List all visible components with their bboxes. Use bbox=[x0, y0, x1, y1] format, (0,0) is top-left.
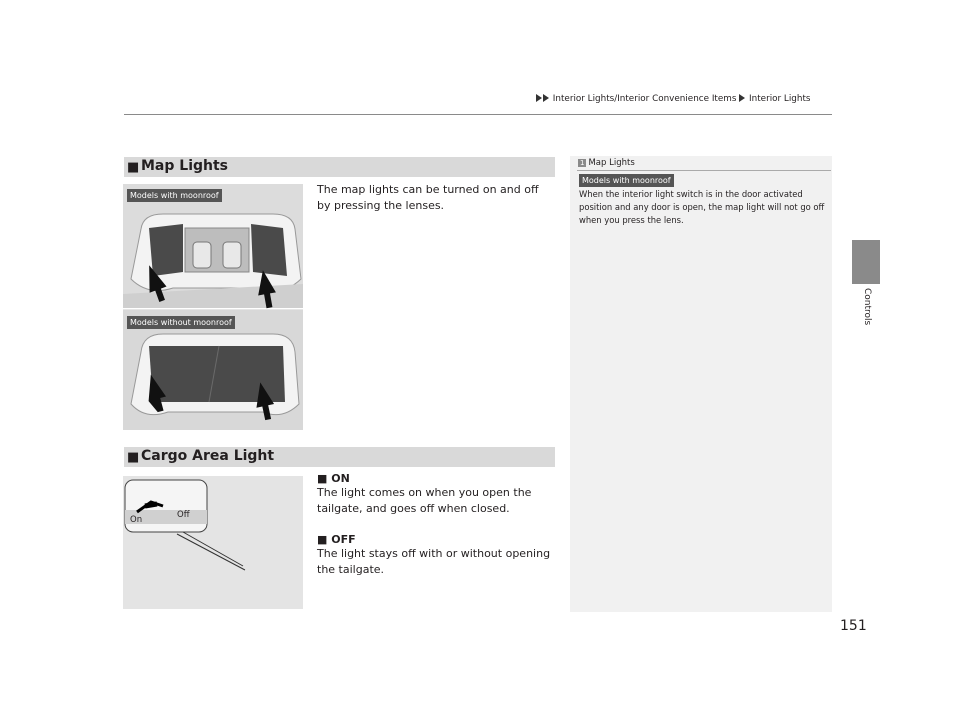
cargo-on-heading: ON bbox=[331, 472, 350, 485]
side-tab bbox=[852, 240, 880, 284]
breadcrumb bbox=[536, 94, 810, 104]
cargo-item-heading bbox=[317, 472, 555, 485]
cargo-switch-on-label: On bbox=[130, 515, 143, 525]
triangle-icon bbox=[543, 94, 549, 102]
section-header-map-lights bbox=[124, 157, 555, 177]
map-lights-illustration bbox=[123, 184, 303, 430]
header-divider bbox=[124, 114, 832, 115]
cargo-light-drawing bbox=[123, 476, 303, 609]
note-text: When the interior light switch is in the door activated position and any door is open, the map light will not go off when you press the lens. bbox=[579, 189, 825, 225]
bullet-marker: ■ bbox=[317, 472, 328, 485]
cargo-switch-off-label: Off bbox=[177, 510, 190, 520]
cargo-off-text: The light stays off with or without opening the tailgate. bbox=[317, 547, 551, 576]
section-marker: ■ bbox=[127, 160, 140, 175]
bullet-marker: ■ bbox=[317, 533, 328, 546]
image-tag-with-moonroof: Models with moonroof bbox=[127, 189, 222, 202]
side-tab-label: Controls bbox=[862, 288, 872, 326]
cargo-on-text: The light comes on when you open the tailgate, and goes off when closed. bbox=[317, 486, 532, 515]
note-title bbox=[578, 158, 635, 168]
note-divider bbox=[577, 170, 831, 171]
section-marker: ■ bbox=[127, 450, 140, 465]
cargo-item-off bbox=[317, 533, 555, 578]
cargo-light-illustration bbox=[123, 476, 303, 609]
note-tag: Models with moonroof bbox=[579, 174, 674, 187]
side-tab-label-container bbox=[852, 284, 880, 344]
triangle-icon bbox=[536, 94, 542, 102]
section-title: Map Lights bbox=[141, 158, 229, 174]
note-title-text: Map Lights bbox=[588, 158, 635, 168]
note-number: 1 bbox=[580, 159, 585, 167]
image-tag-without-moonroof: Models without moonroof bbox=[127, 316, 235, 329]
cargo-item-on bbox=[317, 472, 555, 517]
breadcrumb-item[interactable]: Interior Lights bbox=[749, 94, 811, 104]
section-title: Cargo Area Light bbox=[141, 448, 275, 464]
cargo-off-heading: OFF bbox=[331, 533, 356, 546]
breadcrumb-item[interactable]: Interior Lights/Interior Convenience Items bbox=[552, 94, 737, 104]
page-number: 151 bbox=[840, 618, 867, 634]
section-header-cargo-area-light bbox=[124, 447, 555, 467]
map-lights-description: The map lights can be turned on and off by pressing the lenses. bbox=[317, 183, 539, 212]
cargo-item-heading bbox=[317, 533, 555, 546]
map-lights-drawing bbox=[123, 184, 303, 430]
triangle-icon bbox=[739, 94, 745, 102]
